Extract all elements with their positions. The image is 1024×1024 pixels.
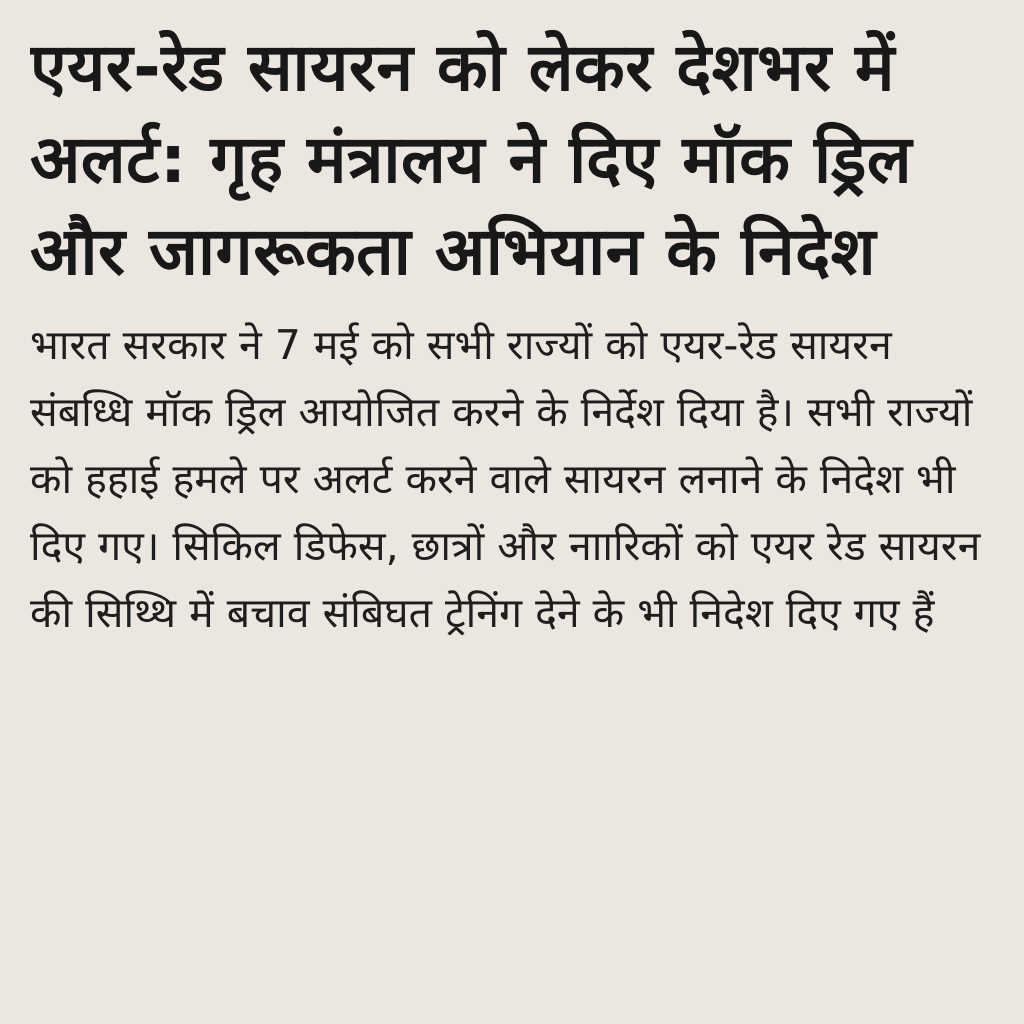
article-body: भारत सरकार ने 7 मई को सभी राज्यों को एयर-रेड सायरन संबध्धि मॉक ड्रिल आयोजित करने के निर्देश दिया है। सभी राज्यों को हहाई हमले पर अलर्ट करने वाले सायरन लनाने के निदेश भी दिए गए। सिकिल डिफेस, छात्रों और नाारिकों को एयर रेड सायरन की सिथ्थि में बचाव संबिघत ट्रेनिंग देने के भी निदेश दिए गए हैं: [30, 321, 981, 637]
article-headline: एयर-रेड सायरन को लेकर देशभर में अलर्ट: गृह मंत्रालय ने दिए मॉक ड्रिल और जागरूकता अभियान के निदेश: [30, 29, 913, 290]
news-article: [30, 22, 1002, 1022]
